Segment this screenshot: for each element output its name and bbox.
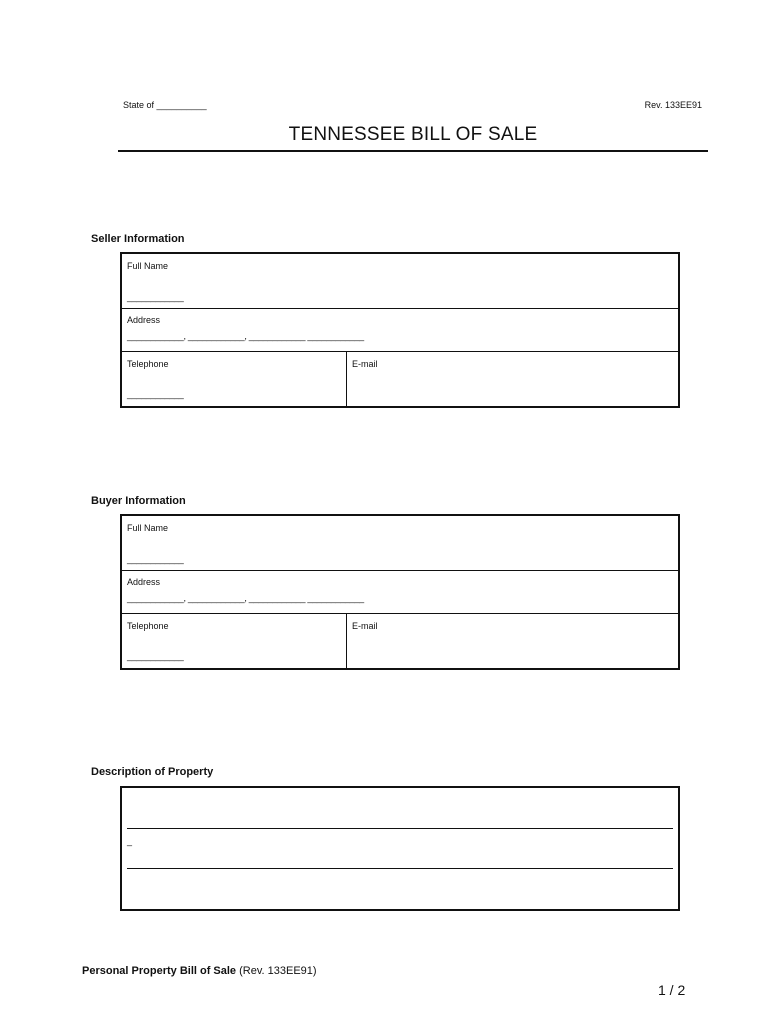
- state-of-field[interactable]: State of __________: [123, 100, 207, 110]
- description-line: [127, 868, 673, 869]
- revision-number: Rev. 133EE91: [644, 100, 702, 110]
- seller-email-field[interactable]: [352, 372, 672, 402]
- buyer-heading: Buyer Information: [91, 495, 186, 507]
- footer-revision: (Rev. 133EE91): [239, 965, 317, 977]
- seller-full-name-label: Full Name: [127, 261, 169, 271]
- buyer-telephone-label: Telephone: [127, 621, 169, 631]
- seller-heading: Seller Information: [91, 233, 185, 245]
- seller-email-label: E-mail: [352, 359, 378, 369]
- buyer-info-table: [120, 514, 680, 670]
- row-divider: [122, 351, 678, 352]
- property-heading: Description of Property: [91, 766, 214, 778]
- row-divider: [122, 308, 678, 309]
- footer-doc-title: Personal Property Bill of Sale: [82, 965, 237, 977]
- column-divider: [346, 351, 347, 406]
- footer-document-name: [82, 965, 317, 977]
- seller-full-name-field[interactable]: ____________: [127, 292, 184, 302]
- row-divider: [122, 570, 678, 571]
- buyer-full-name-field[interactable]: ____________: [127, 554, 184, 564]
- seller-telephone-field[interactable]: ____________: [127, 389, 184, 399]
- document-title: TENNESSEE BILL OF SALE: [288, 124, 538, 145]
- seller-address-label: Address: [127, 315, 161, 325]
- description-dash: _: [127, 836, 132, 846]
- buyer-address-label: Address: [127, 577, 161, 587]
- seller-info-table: [120, 252, 680, 408]
- page-number: 1 / 2: [658, 982, 686, 998]
- buyer-email-field[interactable]: [352, 634, 672, 664]
- seller-telephone-label: Telephone: [127, 359, 169, 369]
- title-underline: [118, 150, 708, 152]
- buyer-email-label: E-mail: [352, 621, 378, 631]
- property-description-box[interactable]: [120, 786, 680, 911]
- buyer-address-field[interactable]: ____________, ____________, ____________ ____________: [127, 593, 364, 603]
- seller-address-field[interactable]: ____________, ____________, ____________ ____________: [127, 331, 364, 341]
- buyer-full-name-label: Full Name: [127, 523, 169, 533]
- row-divider: [122, 613, 678, 614]
- buyer-telephone-field[interactable]: ____________: [127, 651, 184, 661]
- description-line: [127, 828, 673, 829]
- column-divider: [346, 613, 347, 668]
